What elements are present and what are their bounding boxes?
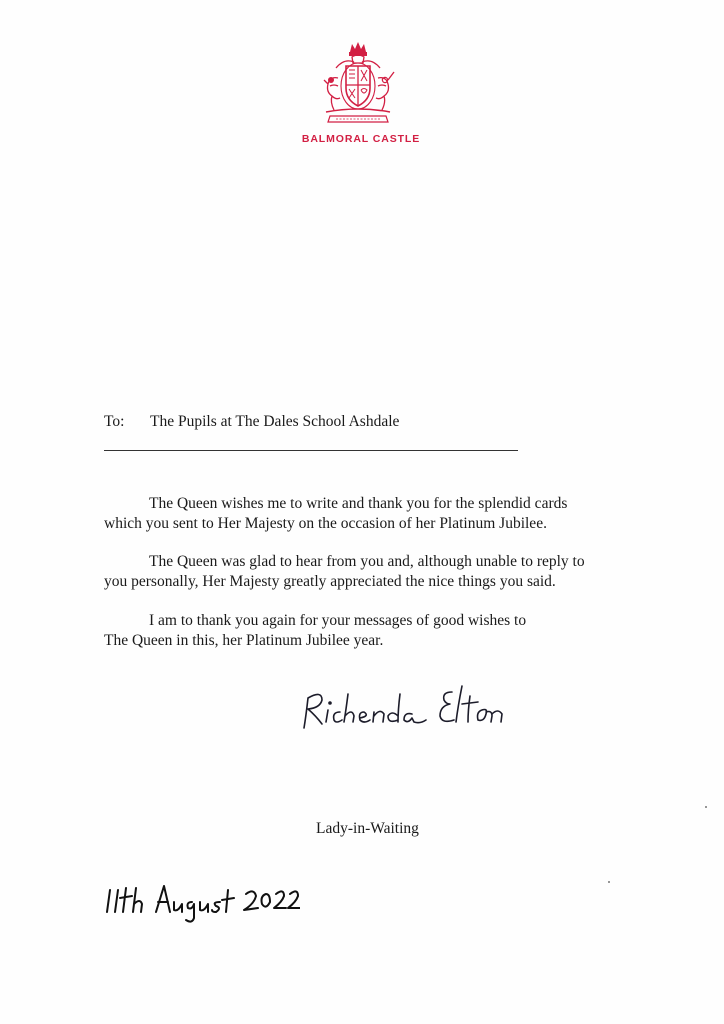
paragraph-rest: which you sent to Her Majesty on the occasion of her Platinum Jubilee. — [104, 515, 547, 532]
body-paragraph-1 — [104, 494, 644, 534]
body-paragraph-3 — [104, 611, 644, 651]
handwritten-signature — [300, 676, 520, 736]
recipient-name: The Pupils at The Dales School Ashdale — [150, 413, 400, 430]
handwritten-date — [104, 880, 300, 924]
paragraph-first-line: I am to thank you again for your messages of good wishes to — [149, 612, 527, 629]
paper-speck — [705, 806, 707, 808]
letterhead-address: BALMORAL CASTLE — [301, 133, 421, 145]
royal-coat-of-arms-icon — [316, 40, 400, 128]
recipient-line — [104, 413, 399, 431]
paragraph-rest: you personally, Her Majesty greatly appreciated the nice things you said. — [104, 573, 556, 590]
recipient-underline — [104, 450, 518, 451]
paragraph-first-line: The Queen wishes me to write and thank you for the splendid cards — [149, 495, 568, 512]
paragraph-rest: The Queen in this, her Platinum Jubilee year. — [104, 632, 384, 649]
paper-speck — [608, 881, 610, 883]
signatory-title: Lady-in-Waiting — [316, 820, 419, 837]
body-paragraph-2 — [104, 552, 644, 592]
recipient-label: To: — [104, 413, 125, 430]
paragraph-first-line: The Queen was glad to hear from you and, although unable to reply to — [149, 553, 585, 570]
